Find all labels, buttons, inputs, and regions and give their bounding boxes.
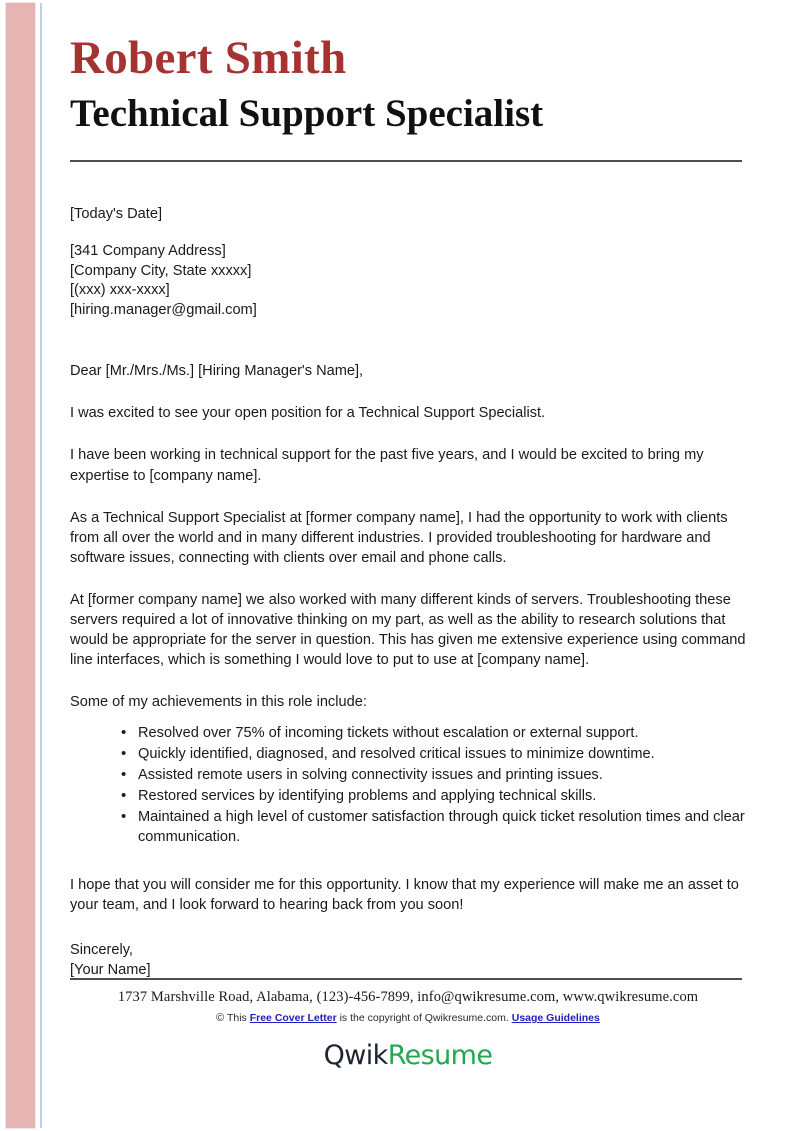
copyright-icon: ©	[216, 1012, 225, 1024]
logo-text-qwik: Qwik	[323, 1040, 388, 1071]
body-paragraph-2: I have been working in technical support for the past five years, and I would be excited to bring my expertise to [company name].	[70, 447, 704, 484]
signature-name: [Your Name]	[70, 961, 151, 978]
list-item: • Resolved over 75% of incoming tickets without escalation or external support.	[121, 724, 746, 744]
list-item: • Maintained a high level of customer satisfaction through quick ticket resolution times and clear communication.	[121, 808, 746, 848]
list-item: • Restored services by identifying problems and applying technical skills.	[121, 787, 746, 807]
achievements-list	[70, 724, 746, 848]
page-footer	[70, 978, 746, 1071]
applicant-job-title: Technical Support Specialist	[70, 91, 544, 135]
left-accent-bar	[6, 3, 35, 1128]
recipient-address-line: [Company City, State xxxxx]	[70, 262, 252, 279]
recipient-email-line: [hiring.manager@gmail.com]	[70, 302, 257, 319]
list-item: • Assisted remote users in solving connectivity issues and printing issues.	[121, 766, 746, 786]
qwikresume-logo	[70, 1040, 746, 1071]
letter-content	[70, 0, 746, 980]
logo-text-resume: Resume	[387, 1040, 493, 1071]
footer-divider	[70, 978, 742, 980]
recipient-address-line: [341 Company Address]	[70, 242, 226, 259]
recipient-phone-line: [(xxx) xxx-xxxx]	[70, 282, 170, 299]
free-cover-letter-link[interactable]: Free Cover Letter	[249, 1012, 337, 1024]
left-accent-divider	[40, 3, 42, 1128]
recipient-address-block	[70, 242, 746, 321]
body-paragraph-1: I was excited to see your open position for a Technical Support Specialist.	[70, 405, 546, 422]
letter-body	[70, 204, 746, 981]
signoff-block	[70, 941, 746, 981]
footer-copyright	[70, 1012, 746, 1024]
list-item: • Quickly identified, diagnosed, and resolved critical issues to minimize downtime.	[121, 745, 746, 765]
copyright-prefix-text: This	[224, 1012, 250, 1024]
achievements-intro: Some of my achievements in this role include:	[70, 693, 367, 710]
footer-address: 1737 Marshville Road, Alabama, (123)-456-7899, info@qwikresume.com, www.qwikresume.com	[117, 989, 699, 1005]
applicant-name: Robert Smith	[70, 32, 347, 84]
date-line: [Today's Date]	[70, 205, 163, 222]
usage-guidelines-link[interactable]: Usage Guidelines	[511, 1012, 600, 1024]
header-divider	[70, 160, 742, 162]
body-paragraph-4: At [former company name] we also worked with many different kinds of servers. Troubleshooting these servers required a lot of innovative thinking on my part, as well as the ability to research solutions that would be appropriate for the server in question. This has given me extensive experience using command line interfaces, which is something I would love to put to use at [company name].	[70, 592, 746, 669]
signoff-text: Sincerely,	[70, 941, 133, 958]
closing-paragraph: I hope that you will consider me for this opportunity. I know that my experience will make me an asset to your team, and I look forward to hearing back from you soon!	[70, 876, 739, 913]
copyright-middle-text: is the copyright of Qwikresume.com.	[336, 1012, 512, 1024]
body-paragraph-3: As a Technical Support Specialist at [former company name], I had the opportunity to work with clients from all over the world and in many different industries. I provided troubleshooting for hardware and software issues, connecting with clients over email and phone calls.	[70, 509, 728, 566]
salutation: Dear [Mr./Mrs./Ms.] [Hiring Manager's Name],	[70, 363, 364, 380]
